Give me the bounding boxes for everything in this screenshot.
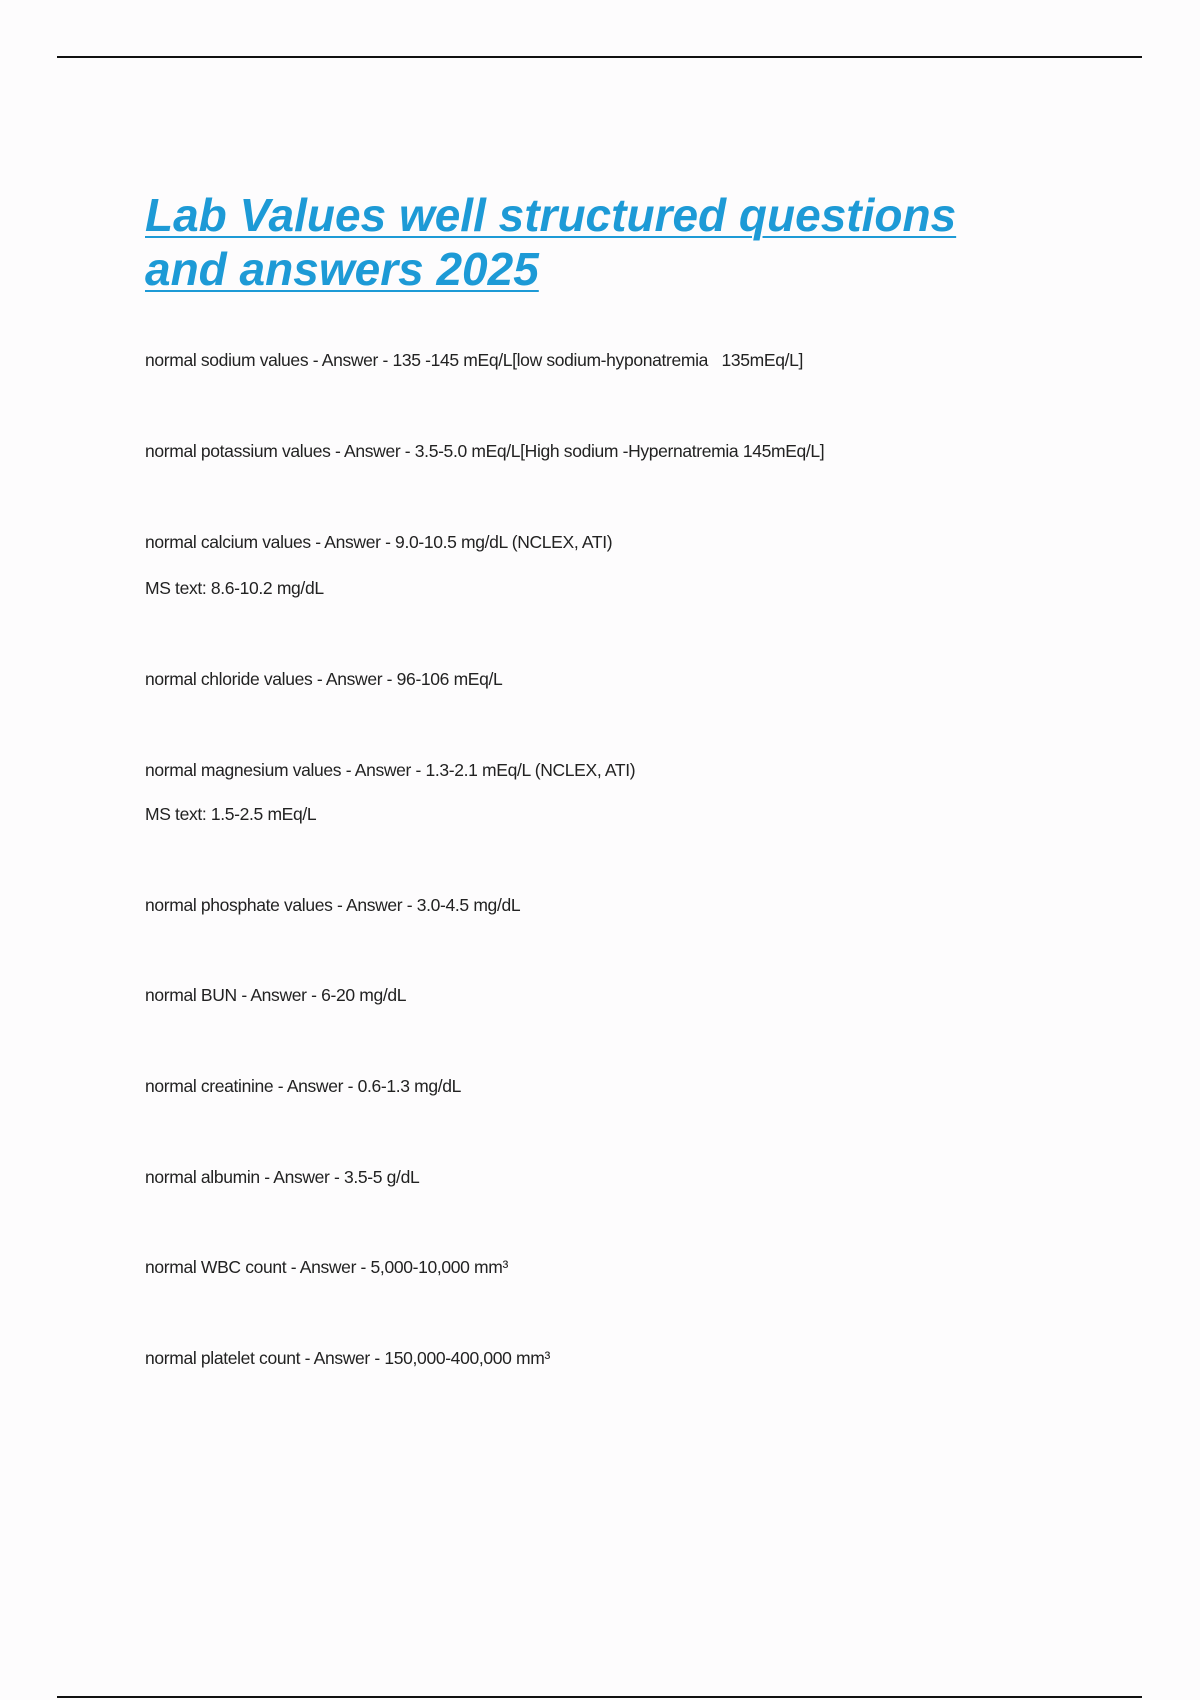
title-line-1: Lab Values well structured questions (145, 189, 957, 241)
document-title (145, 188, 1045, 296)
footer-rule (57, 1696, 1142, 1698)
qa-chloride: normal chloride values - Answer - 96-106 mEq/L (145, 669, 503, 689)
qa-albumin: normal albumin - Answer - 3.5-5 g/dL (145, 1167, 420, 1187)
qa-magnesium-ms-text: MS text: 1.5-2.5 mEq/L (145, 804, 317, 824)
qa-creatinine: normal creatinine - Answer - 0.6-1.3 mg/dL (145, 1076, 462, 1096)
qa-wbc: normal WBC count - Answer - 5,000-10,000 mm³ (145, 1257, 508, 1277)
title-line-2: and answers 2025 (145, 243, 539, 295)
qa-platelet: normal platelet count - Answer - 150,000-400,000 mm³ (145, 1348, 550, 1368)
qa-bun: normal BUN - Answer - 6-20 mg/dL (145, 985, 407, 1005)
qa-calcium-ms-text: MS text: 8.6-10.2 mg/dL (145, 578, 324, 598)
qa-magnesium: normal magnesium values - Answer - 1.3-2.1 mEq/L (NCLEX, ATI) (145, 760, 636, 780)
header-rule (57, 56, 1142, 58)
qa-sodium: normal sodium values - Answer - 135 -145 mEq/L[low sodium-hyponatremia 135mEq/L] (145, 350, 804, 370)
qa-calcium: normal calcium values - Answer - 9.0-10.5 mg/dL (NCLEX, ATI) (145, 532, 613, 552)
qa-potassium: normal potassium values - Answer - 3.5-5.0 mEq/L[High sodium -Hypernatremia 145mEq/L] (145, 441, 825, 461)
qa-phosphate: normal phosphate values - Answer - 3.0-4.5 mg/dL (145, 895, 521, 915)
